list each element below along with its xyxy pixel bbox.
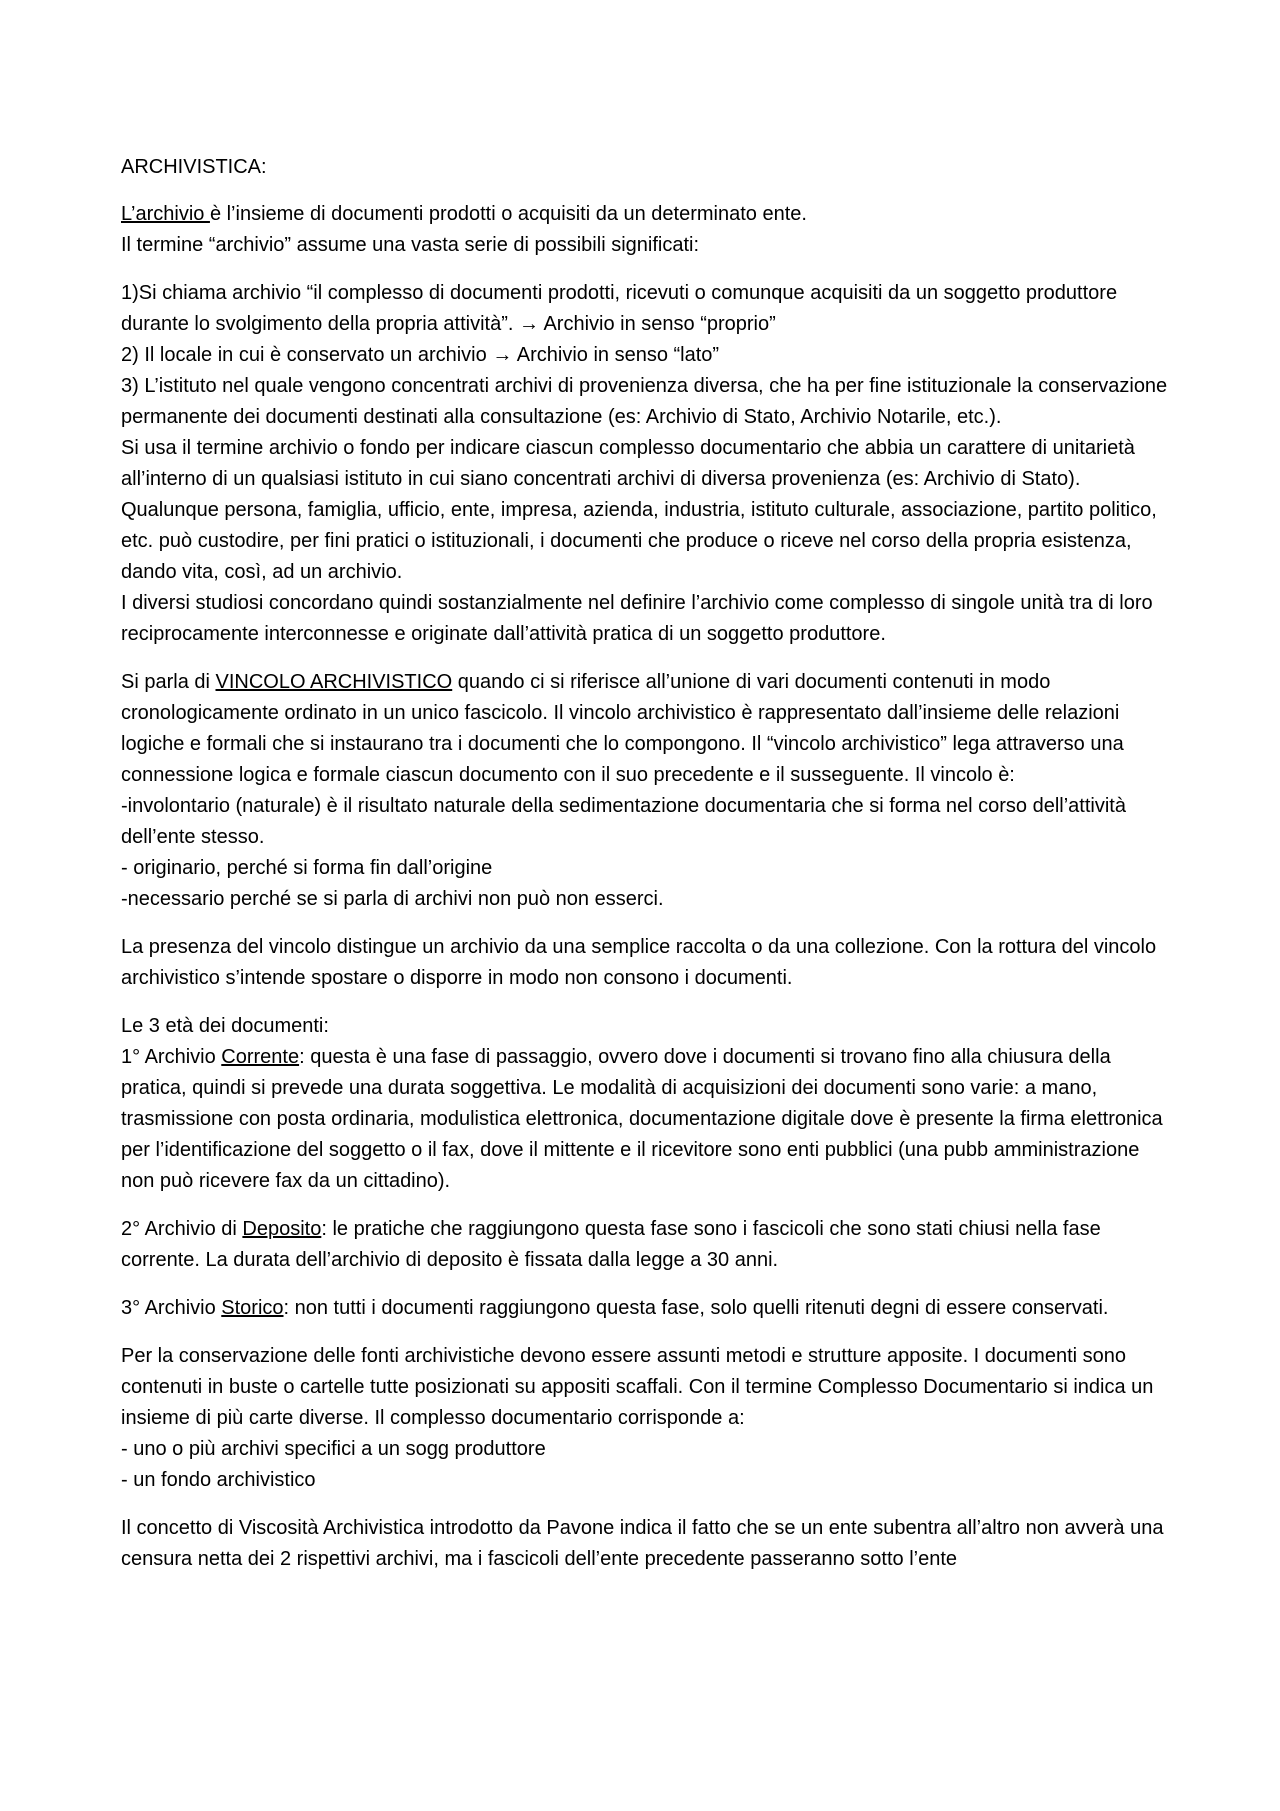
vincolo-block [121,667,1171,915]
meanings-block [121,278,1171,650]
meaning-1 [121,278,1171,340]
storico-prefix: 3° Archivio [121,1297,222,1319]
meaning-2 [121,340,1171,371]
arrow-right-icon: → [519,313,539,335]
archivio-corrente [121,1042,1171,1197]
term-archivio: L’archivio [121,203,210,225]
eta-block [121,1011,1171,1197]
document-body [121,152,1171,1592]
meaning-1-result: Archivio in senso “proprio” [539,313,776,335]
vincolo-item-necessario: -necessario perché se si parla di archivi non può non esserci. [121,888,664,910]
document-title: ARCHIVISTICA: [121,156,267,178]
term-corrente: Corrente [221,1046,300,1068]
vincolo-item-involontario: -involontario (naturale) è il risultato naturale della sedimentazione documentaria che si forma nel corso dell’attività dell’ente stesso. [121,795,1126,848]
corrente-prefix: 1° Archivio [121,1046,222,1068]
corrente-text: : questa è una fase di passaggio, ovvero dove i documenti si trovano fino alla chiusura della pratica, quindi si prevede una durata soggettiva. Le modalità di acquisizioni dei documenti sono varie: a mano, trasmissione con posta ordinaria, modulistica elettronica, documentazione digitale dove è presente la firma elettronica per l’identificazione del soggetto o il fax, dove il mittente e il ricevitore sono enti pubblici (una pubb amministrazione non può ricevere fax da un cittadino). [121,1046,1163,1192]
vincolo-paragraph [121,667,1171,791]
studiosi-paragraph: I diversi studiosi concordano quindi sostanzialmente nel definire l’archivio come complesso di singole unità tra di loro reciprocamente interconnesse e originate dall’attività pratica di un soggetto produttore. [121,592,1153,645]
meaning-2-result: Archivio in senso “lato” [512,344,720,366]
paragraph-vincolo-presenza: La presenza del vincolo distingue un archivio da una semplice raccolta o da una collezione. Con la rottura del vincolo archivistico s’intende spostare o disporre in modo non consono i documenti. [121,936,1157,989]
eta-heading: Le 3 età dei documenti: [121,1015,329,1037]
deposito-text: : le pratiche che raggiungono questa fase sono i fascicoli che sono stati chiusi nella fase corrente. La durata dell’archivio di deposito è fissata dalla legge a 30 anni. [121,1218,1101,1271]
paragraph-definition [121,199,1171,230]
conservazione-paragraph: Per la conservazione delle fonti archivistiche devono essere assunti metodi e strutture apposite. I documenti sono contenuti in buste o cartelle tutte posizionati su appositi scaffali. Con il termine Complesso Documentario si indica un insieme di più carte diverse. Il complesso documentario corrisponde a: [121,1345,1154,1429]
meaning-3: 3) L’istituto nel quale vengono concentrati archivi di provenienza diversa, che ha per fine istituzionale la conservazione permanente dei documenti destinati alla consultazione (es: Archivio di Stato, Archivio Notarile, etc.). [121,375,1168,428]
paragraph-viscosita: Il concetto di Viscosità Archivistica introdotto da Pavone indica il fatto che se un ente subentra all’altro non avverà una censura netta dei 2 rispettivi archivi, ma i fascicoli dell’ente precedente passeranno sotto l’ente [121,1517,1164,1570]
storico-text: : non tutti i documenti raggiungono questa fase, solo quelli ritenuti degni di essere conservati. [283,1297,1109,1319]
vincolo-intro: Si parla di [121,671,216,693]
meaning-2-text: 2) Il locale in cui è conservato un archivio [121,344,493,366]
vincolo-text: quando ci si riferisce all’unione di vari documenti contenuti in modo cronologicamente ordinato in un unico fascicolo. Il vincolo archivistico è rappresentato dall’insieme delle relazioni logiche e formali che si instaurano tra i documenti che lo compongono. Il “vincolo archivistico” lega attraverso una connessione logica e formale ciascun documento con il suo precedente e il susseguente. Il vincolo è: [121,671,1124,786]
arrow-right-icon: → [492,344,513,366]
complesso-item-2: - un fondo archivistico [121,1469,316,1491]
conservazione-block [121,1341,1171,1496]
vincolo-item-originario: - originario, perché si forma fin dall’origine [121,857,493,879]
deposito-prefix: 2° Archivio di [121,1218,243,1240]
fondo-paragraph: Si usa il termine archivio o fondo per indicare ciascun complesso documentario che abbia un carattere di unitarietà all’interno di un qualsiasi istituto in cui siano concentrati archivi di diversa provenienza (es: Archivio di Stato). Qualunque persona, famiglia, ufficio, ente, impresa, azienda, industria, istituto culturale, associazione, partito politico, etc. può custodire, per fini pratici o istituzionali, i documenti che produce o riceve nel corso della propria esistenza, dando vita, così, ad un archivio. [121,437,1157,583]
term-storico: Storico [221,1297,284,1319]
archivio-deposito [121,1214,1171,1276]
meaning-1-text: 1)Si chiama archivio “il complesso di documenti prodotti, ricevuti o comunque acquisiti da un soggetto produttore durante lo svolgimento della propria attività”. [121,282,1118,335]
archivio-storico [121,1293,1171,1324]
definition-text: è l’insieme di documenti prodotti o acquisiti da un determinato ente. [209,203,807,225]
term-vincolo-archivistico: VINCOLO ARCHIVISTICO [215,671,453,693]
term-deposito: Deposito [242,1218,322,1240]
paragraph-meanings-intro: Il termine “archivio” assume una vasta serie di possibili significati: [121,234,700,256]
complesso-item-1: - uno o più archivi specifici a un sogg produttore [121,1438,546,1460]
